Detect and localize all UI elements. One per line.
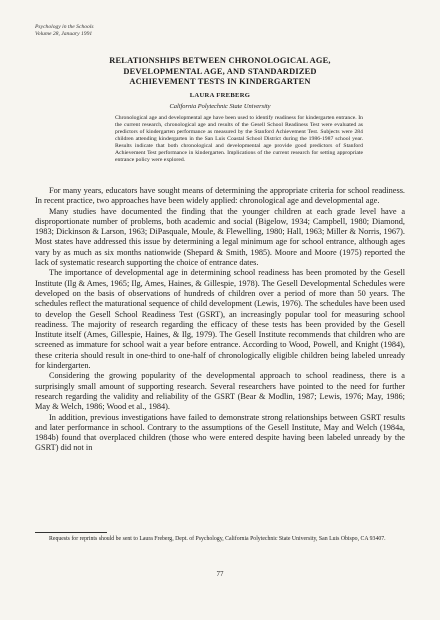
footnote-divider: [35, 532, 107, 533]
title-line-1: RELATIONSHIPS BETWEEN CHRONOLOGICAL AGE,: [109, 56, 331, 65]
journal-header: [35, 24, 94, 38]
page-number: 77: [216, 570, 224, 578]
title-line-2: DEVELOPMENTAL AGE, AND STANDARDIZED: [123, 66, 317, 76]
journal-name: Psychology in the Schools: [35, 24, 94, 30]
abstract: Chronological age and developmental age have been used to identify readiness for kindergarten entrance. In the current research, chronological age and results of the Gesell School Readiness Test were evaluated as predictors of kindergarten performance as measured by the Stanford Achievement Test. Subjects were 284 children attending kindergarten in the San Luis Coastal School District during the 1986-1987 school year. Results indicate that both chronological and developmental age provide good predictors of Stanford Achievement Test performance in kindergarten. Implications of the current research for setting appropriate entrance policy were explored.: [115, 115, 363, 163]
body-text: [35, 186, 405, 524]
journal-volume: Volume 28, January 1991: [35, 31, 93, 37]
paragraph-3: The importance of developmental age in determining school readiness has been promoted by the Gesell Institute (Ilg & Ames, 1965; Ilg, Ames, Haines, & Gillespie, 1978). The Gesell Developmental Schedules were developed on the basis of observations of hundreds of children over a period of more than 50 years. The schedules reflect the maturational sequence of child development (Lewis, 1976). The schedules have been used to develop the Gesell School Readiness Test (GSRT), an increasingly popular tool for measuring school readiness. The majority of research regarding the efficacy of these tests has been provided by the Gesell Institute itself (Ames, Gillespie, Haines, & Ilg, 1979). The Gesell Institute recommends that children who are screened as immature for school wait a year before entrance. According to Wood, Powell, and Knight (1984), these criteria should result in one-third to one-half of chronologically eligible children being labeled unready for kindergarten.: [35, 268, 405, 371]
article-title: [60, 56, 380, 88]
paragraph-2: Many studies have documented the finding that the younger children at each grade level have a disproportionate number of problems, both academic and social (Bigelow, 1934; Campbell, 1980; Diamond, 1983; Dickinson & Larson, 1963; DiPasquale, Moule, & Flewelling, 1980; Hall, 1963; Miller & Norris, 1967). Most states have addressed this issue by determining a legal minimum age for school entrance, although ages vary by as much as six months nationwide (Shepard & Smith, 1985). Moore and Moore (1975) reported the lack of systematic research supporting the choice of entrance dates.: [35, 206, 405, 268]
author-affiliation: California Polytechnic State University: [169, 103, 271, 110]
paragraph-4: Considering the growing popularity of the developmental approach to school readiness, there is a surprisingly small amount of supporting research. Several researchers have pointed to the need for further research regarding the validity and reliability of the GSRT (Bear & Modlin, 1987; Lewis, 1976; May, 1986; May & Welch, 1986; Wood et al., 1984).: [35, 371, 405, 412]
author-name: LAURA FREBERG: [189, 92, 251, 99]
title-line-3: ACHIEVEMENT TESTS IN KINDERGARTEN: [129, 77, 311, 87]
footnote: Requests for reprints should be sent to Laura Freberg, Dept. of Psychology, California Polytechnic State University, San Luis Obispo, CA 93407.: [49, 536, 386, 542]
paragraph-1: For many years, educators have sought means of determining the appropriate criteria for school readiness. In recent practice, two approaches have been widely applied: chronological age and developmental age.: [35, 186, 405, 206]
paragraph-5: In addition, previous investigations have failed to demonstrate strong relationships between GSRT results and later performance in school. Contrary to the assumptions of the Gesell Institute, May and Welch (1984a, 1984b) found that overplaced children (those who were entered despite having been labeled unready by the GSRT) did not in: [35, 412, 405, 453]
